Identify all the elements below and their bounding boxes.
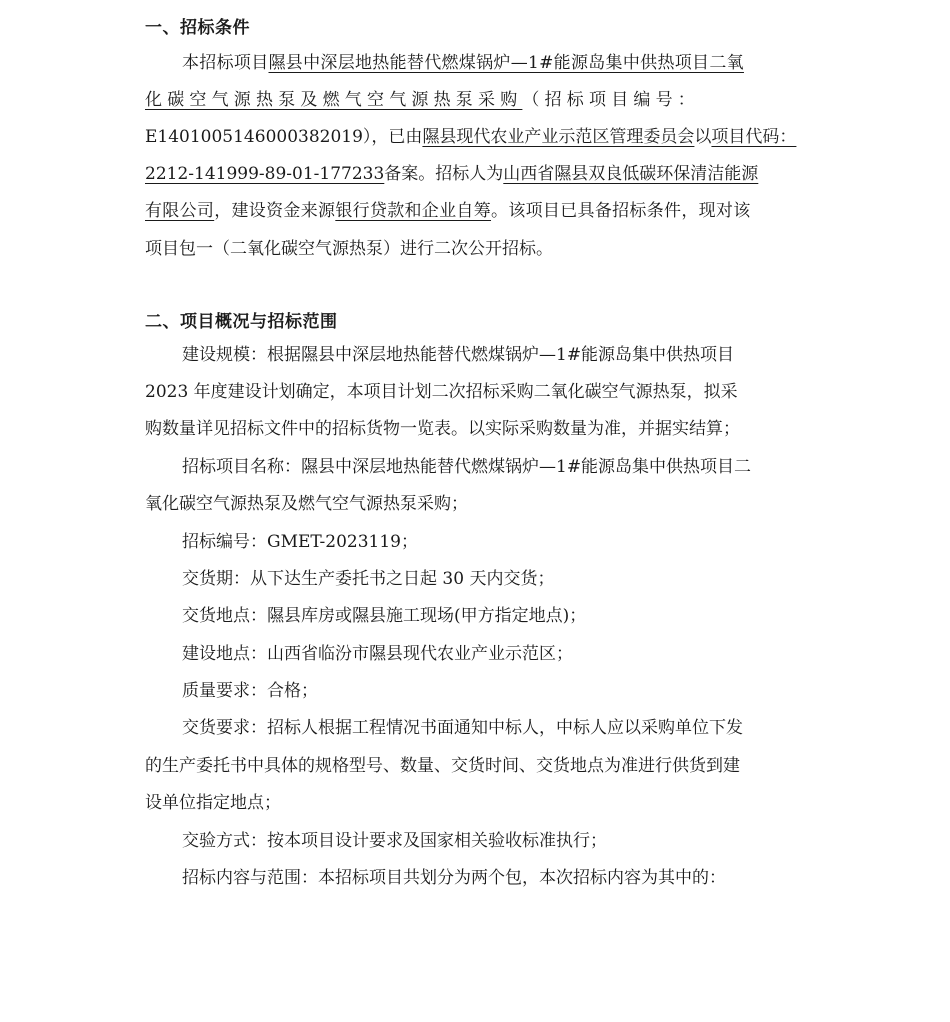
delivery-requirement-line: 设单位指定地点； — [145, 793, 281, 813]
delivery-place-line: 交货地点：隰县库房或隰县施工现场(甲方指定地点)； — [182, 606, 587, 626]
section1-paragraph-line: 项目包一（二氧化碳空气源热泵）进行二次公开招标。 — [145, 239, 553, 259]
approving-authority: 隰县现代农业产业示范区管理委员会 — [422, 127, 695, 147]
project-name-line: 氧化碳空气源热泵及燃气空气源热泵采购； — [145, 494, 468, 514]
text: （招标项目编号： — [522, 90, 701, 110]
scope-line: 招标内容与范围：本招标项目共划分为两个包，本次招标内容为其中的： — [182, 868, 726, 888]
text: 本招标项目 — [182, 53, 269, 73]
text: 。该项目已具备招标条件，现对该 — [491, 201, 751, 221]
section2-heading: 二、项目概况与招标范围 — [145, 312, 338, 332]
project-name: 化碳空气源热泵及燃气空气源热泵采购 — [145, 90, 523, 110]
tender-code-line: 招标编号：GMET-2023119； — [182, 532, 418, 552]
tenderer-name: 山西省隰县双良低碳环保清洁能源 — [503, 164, 759, 184]
quality-line: 质量要求：合格； — [182, 681, 318, 701]
funding-source: 银行贷款和企业自筹 — [335, 201, 492, 221]
section1-paragraph-line — [145, 200, 807, 222]
section1-paragraph-line — [145, 126, 807, 148]
section1-paragraph-line — [145, 163, 807, 185]
text: 备案。招标人为 — [384, 164, 504, 184]
inspection-line: 交验方式：按本项目设计要求及国家相关验收标准执行； — [182, 831, 607, 851]
text: 以 — [694, 127, 712, 147]
section1-paragraph-line — [182, 52, 807, 74]
section1-paragraph-line — [145, 89, 807, 111]
scale-line: 建设规模：根据隰县中深层地热能替代燃煤锅炉—1#能源岛集中供热项目 — [182, 345, 735, 365]
project-number: E1401005146000382019），已由 — [145, 127, 423, 147]
section1-heading: 一、招标条件 — [145, 18, 250, 38]
delivery-requirement-line: 的生产委托书中具体的规格型号、数量、交货时间、交货地点为准进行供货到建 — [145, 756, 740, 776]
text: ，建设资金来源 — [214, 201, 336, 221]
project-name: 隰县中深层地热能替代燃煤锅炉—1#能源岛集中供热项目二氧 — [268, 53, 744, 73]
delivery-requirement-line: 交货要求：招标人根据工程情况书面通知中标人，中标人应以采购单位下发 — [182, 718, 743, 738]
project-code-label: 项目代码： — [711, 127, 797, 147]
delivery-period-line: 交货期：从下达生产委托书之日起 30 天内交货； — [182, 569, 555, 589]
project-name-line: 招标项目名称：隰县中深层地热能替代燃煤锅炉—1#能源岛集中供热项目二 — [182, 457, 752, 477]
scale-line: 购数量详见招标文件中的招标货物一览表。以实际采购数量为准，并据实结算； — [145, 419, 740, 439]
project-code: 2212-141999-89-01-177233 — [145, 164, 385, 184]
construction-site-line: 建设地点：山西省临汾市隰县现代农业产业示范区； — [182, 644, 573, 664]
scale-line: 2023 年度建设计划确定，本项目计划二次招标采购二氧化碳空气源热泵，拟采 — [145, 382, 738, 402]
tenderer-name: 有限公司 — [145, 201, 215, 221]
